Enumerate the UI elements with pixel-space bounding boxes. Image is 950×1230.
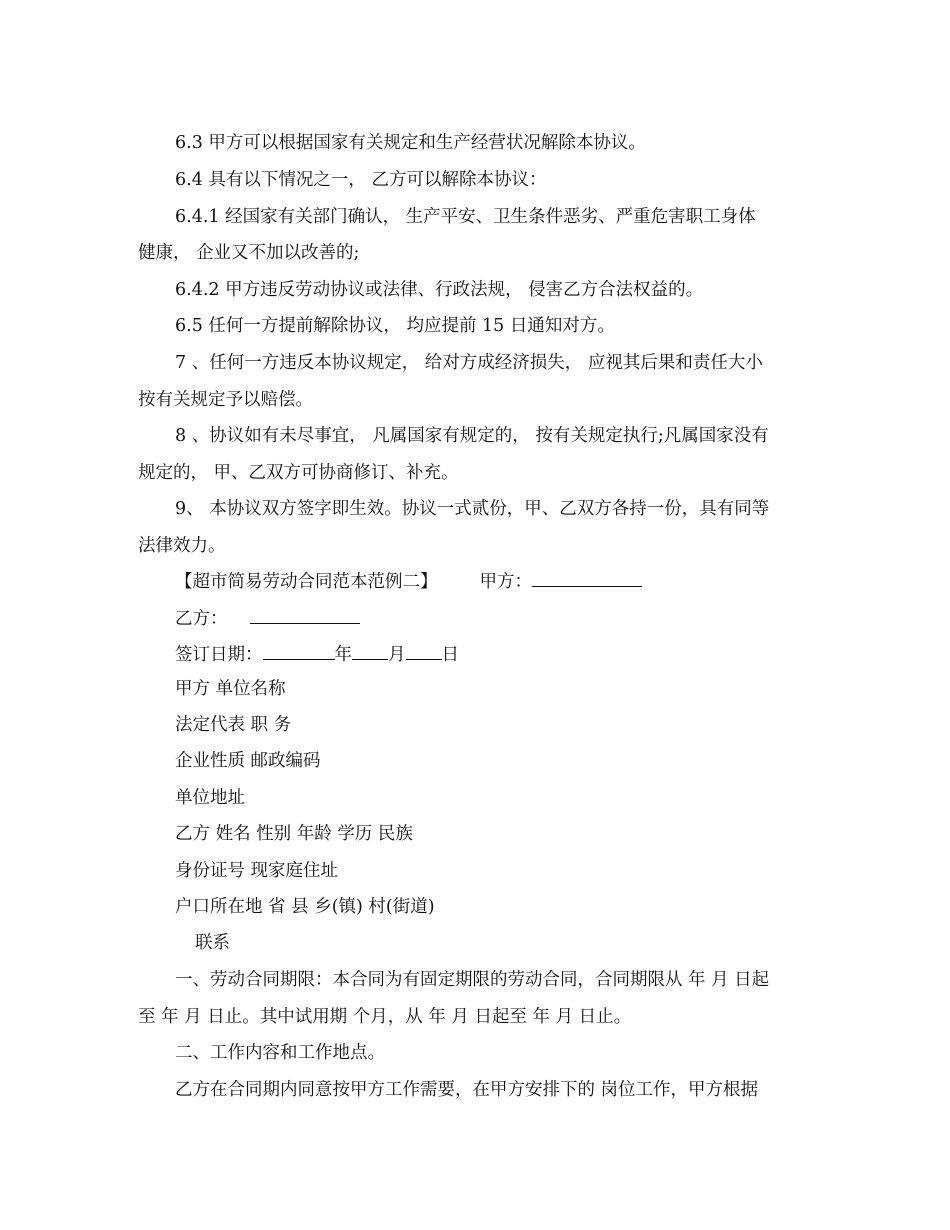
month-label: 月 bbox=[388, 645, 406, 665]
year-label: 年 bbox=[334, 645, 352, 665]
example2-heading-line bbox=[175, 570, 642, 592]
clause-6-4: 6.4 具有以下情况之一， 乙方可以解除本协议： bbox=[175, 170, 547, 190]
clause-6-4-1: 6.4.1 经国家有关部门确认， 生产平安、卫生条件恶劣、严重危害职工身体 bbox=[175, 207, 756, 227]
clause-8-cont: 规定的， 甲、乙双方可协商修订、补充。 bbox=[138, 463, 459, 483]
clause-7-cont: 按有关规定予以赔偿。 bbox=[138, 390, 313, 410]
work-content-heading: 二、工作内容和工作地点。 bbox=[175, 1043, 385, 1063]
party-a-label: 甲方： bbox=[479, 572, 532, 592]
clause-6-3: 6.3 甲方可以根据国家有关规定和生产经营状况解除本协议。 bbox=[175, 133, 646, 153]
clause-9-cont: 法律效力。 bbox=[138, 536, 226, 556]
clause-8: 8 、协议如有未尽事宜， 凡属国家有规定的， 按有关规定执行;凡属国家没有 bbox=[175, 426, 769, 446]
contract-term: 一、劳动合同期限：本合同为有固定期限的劳动合同，合同期限从 年 月 日起 bbox=[175, 970, 770, 990]
party-b-blank[interactable] bbox=[250, 607, 360, 624]
clause-9: 9、 本协议双方签字即生效。协议一式贰份，甲、乙双方各持一份，具有同等 bbox=[175, 499, 770, 519]
day-label: 日 bbox=[441, 645, 459, 665]
clause-6-5: 6.5 任何一方提前解除协议， 均应提前 15 日通知对方。 bbox=[175, 316, 615, 336]
example2-heading: 【超市简易劳动合同范本范例二】 bbox=[175, 572, 438, 592]
form-unit-address: 单位地址 bbox=[175, 788, 245, 808]
form-contact: 联系 bbox=[195, 933, 230, 953]
form-hukou: 户口所在地 省 县 乡(镇) 村(街道) bbox=[175, 897, 435, 917]
form-enterprise-nature: 企业性质 邮政编码 bbox=[175, 751, 321, 771]
sign-date-line bbox=[175, 643, 459, 665]
clause-6-4-1-cont: 健康， 企业又不加以改善的; bbox=[138, 243, 360, 263]
clause-7: 7 、任何一方违反本协议规定， 给对方成经济损失， 应视其后果和责任大小 bbox=[175, 353, 763, 373]
form-id-address: 身份证号 现家庭住址 bbox=[175, 861, 339, 881]
work-content-text: 乙方在合同期内同意按甲方工作需要，在甲方安排下的 岗位工作，甲方根据 bbox=[175, 1080, 759, 1100]
month-blank[interactable] bbox=[352, 643, 388, 660]
form-party-a-unit: 甲方 单位名称 bbox=[175, 679, 286, 699]
form-legal-rep: 法定代表 职 务 bbox=[175, 715, 292, 735]
party-b-label: 乙方： bbox=[175, 609, 228, 629]
party-a-blank[interactable] bbox=[532, 570, 642, 587]
sign-date-label: 签订日期： bbox=[175, 645, 263, 665]
year-blank[interactable] bbox=[263, 643, 335, 660]
party-b-line bbox=[175, 607, 360, 629]
day-blank[interactable] bbox=[406, 643, 442, 660]
clause-6-4-2: 6.4.2 甲方违反劳动协议或法律、行政法规， 侵害乙方合法权益的。 bbox=[175, 280, 704, 300]
contract-term-cont: 至 年 月 日止。其中试用期 个月，从 年 月 日起至 年 月 日止。 bbox=[138, 1007, 632, 1027]
form-party-b-info: 乙方 姓名 性别 年龄 学历 民族 bbox=[175, 824, 413, 844]
